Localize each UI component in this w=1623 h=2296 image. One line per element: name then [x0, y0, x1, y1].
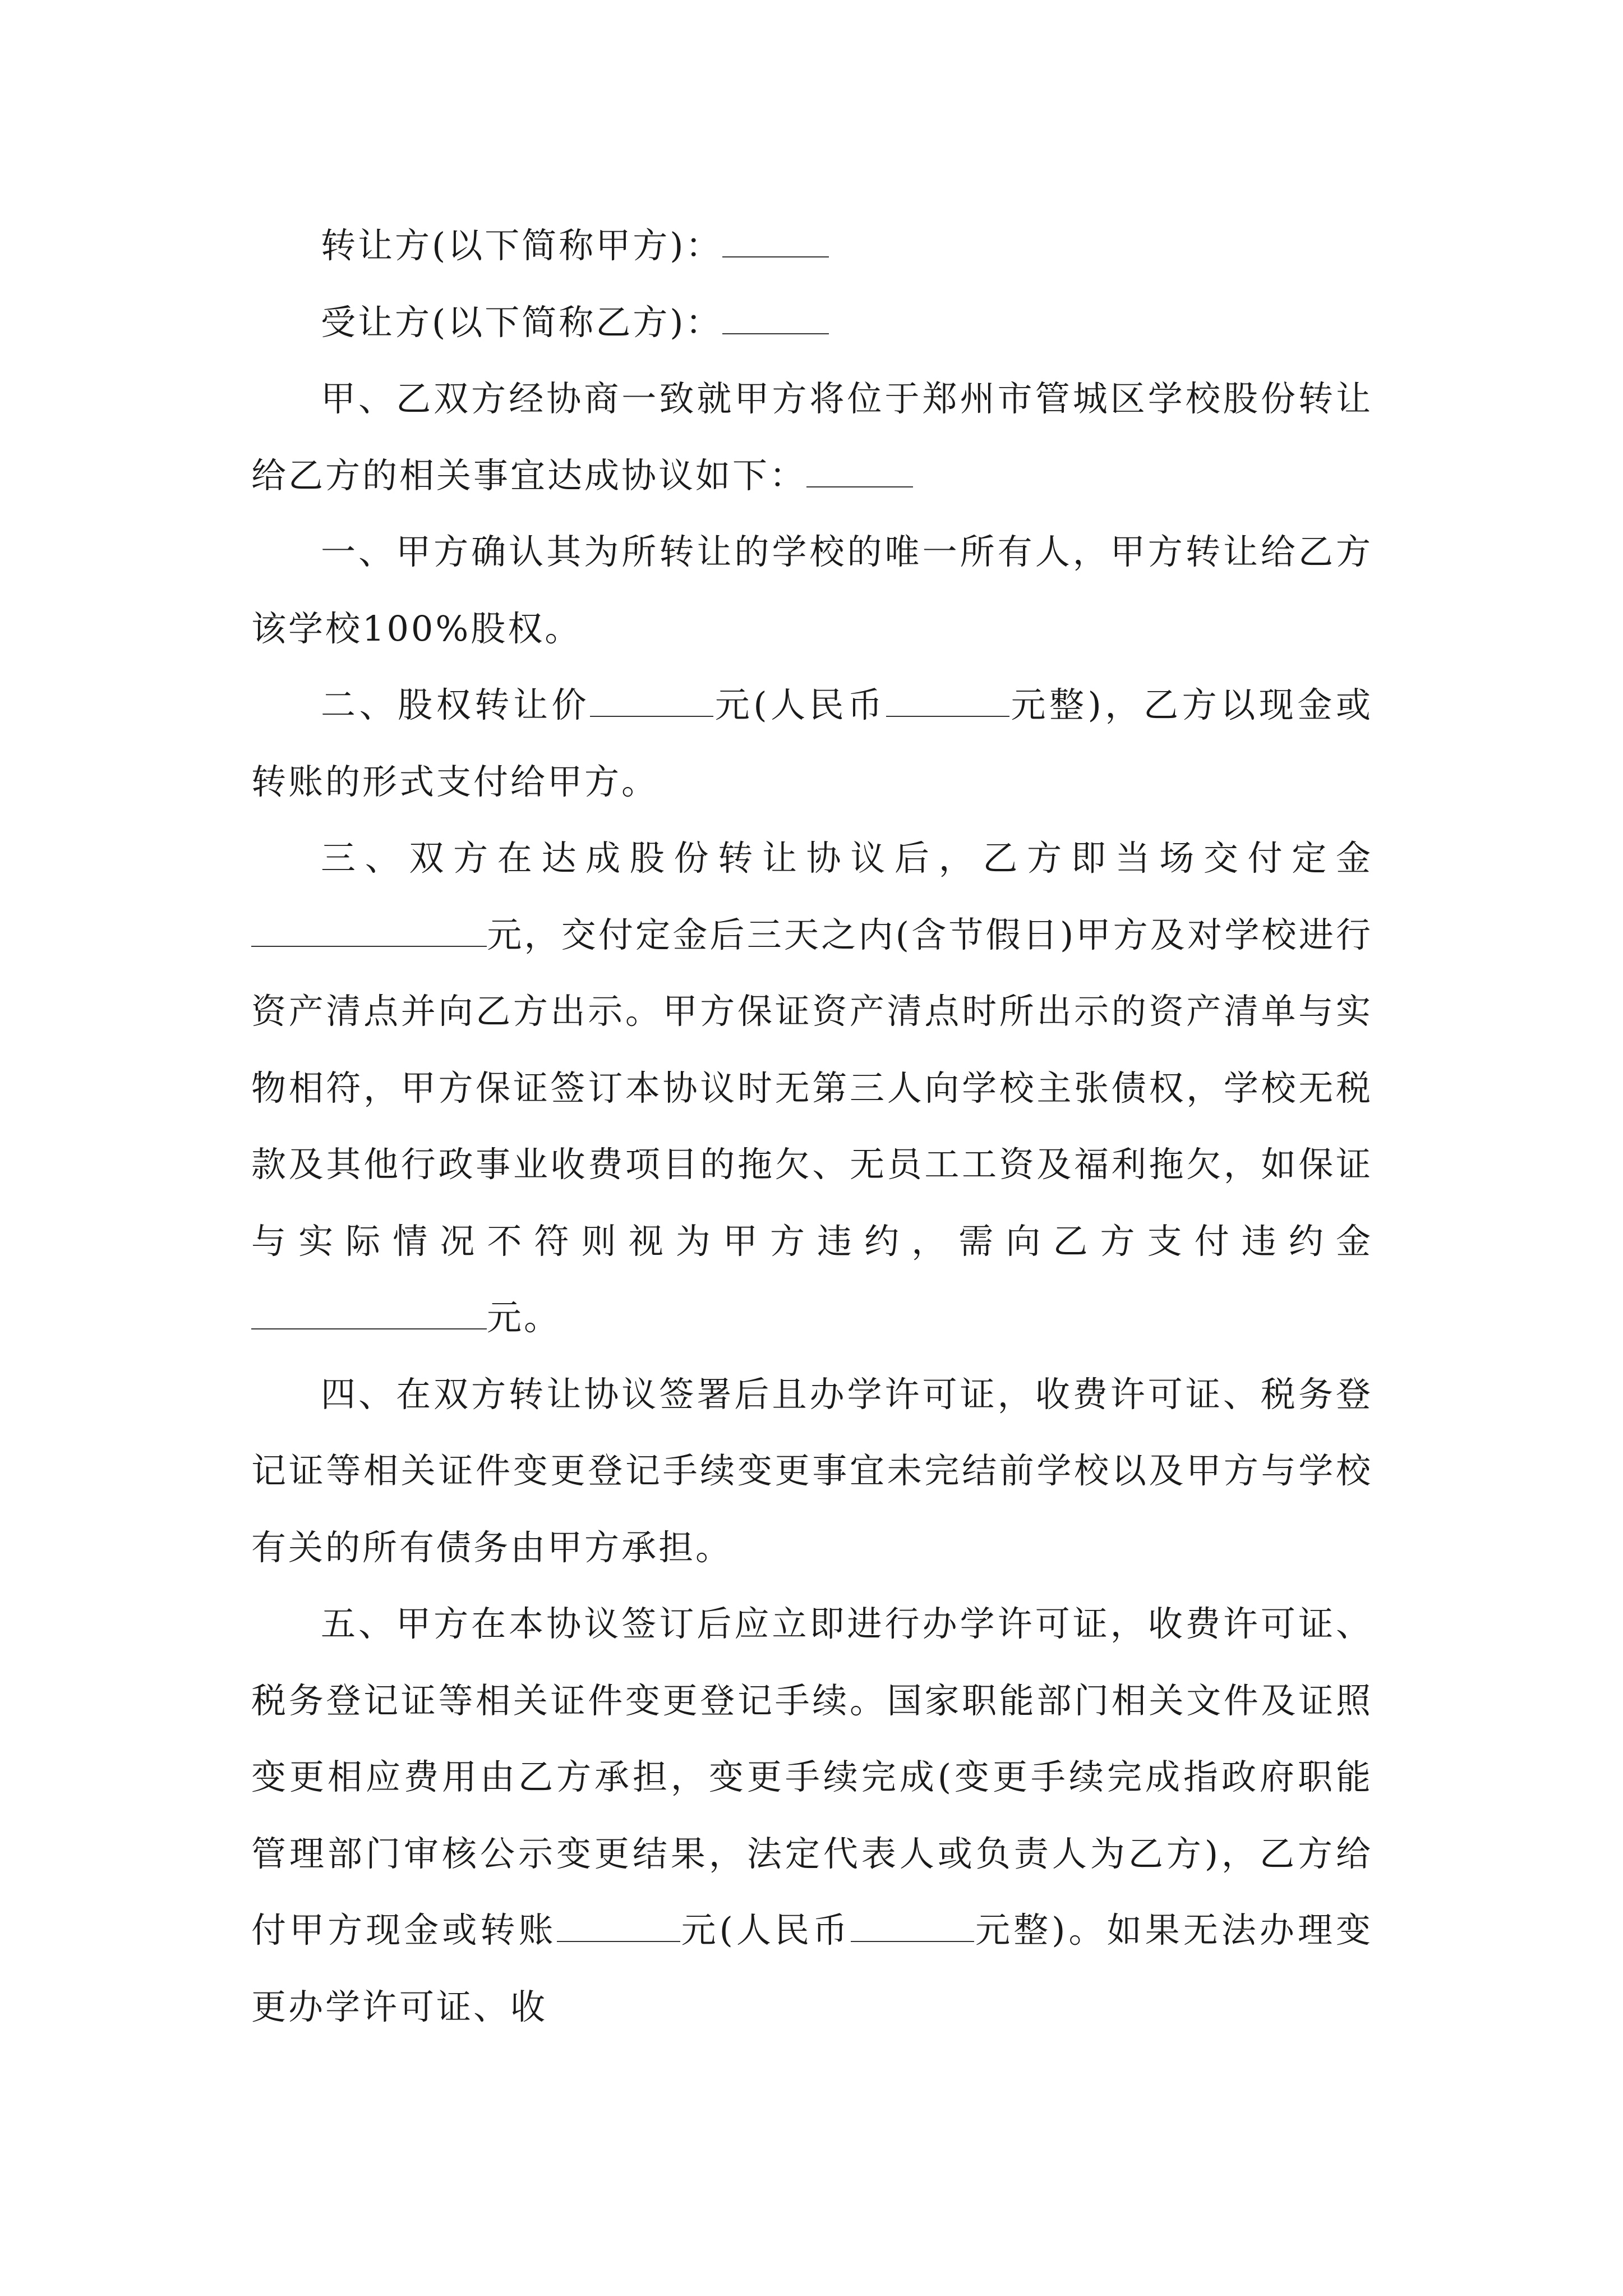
contract-body — [251, 208, 1373, 2045]
intro-blank — [806, 455, 913, 487]
price-blank — [590, 684, 713, 717]
clause-2 — [251, 667, 1373, 820]
clause-5 — [251, 1586, 1373, 2045]
transferee-label: 受让方(以下简称乙方)： — [321, 301, 723, 343]
clause-2-part-c: 元整)，乙方以现金或转账的形式支付给甲方。 — [251, 684, 1373, 802]
transferor-blank — [722, 225, 829, 257]
transferor-line — [251, 208, 1373, 284]
clause-1 — [251, 514, 1373, 667]
price-rmb-blank — [886, 684, 1009, 717]
clause-4 — [251, 1356, 1373, 1586]
intro-paragraph — [251, 361, 1373, 514]
clause-3 — [251, 820, 1373, 1356]
payment-blank — [557, 1910, 680, 1942]
transferee-blank — [722, 302, 829, 334]
penalty-blank — [251, 1297, 487, 1329]
deposit-blank — [251, 914, 487, 947]
clause-5-part-c: 元整)。如果无法办理变更办学许可证、收 — [251, 1910, 1373, 2027]
transferor-label: 转让方(以下简称甲方)： — [321, 225, 723, 266]
clause-2-part-a: 二、股权转让价 — [321, 684, 591, 725]
clause-3-part-c: 元。 — [487, 1297, 561, 1338]
clause-4-text: 四、在双方转让协议签署后且办学许可证，收费许可证、税务登记证等相关证件变更登记手续变更事宜未完结前学校以及甲方与学校有关的所有债务由甲方承担。 — [251, 1373, 1373, 1568]
transferee-line — [251, 284, 1373, 361]
clause-1-text: 一、甲方确认其为所转让的学校的唯一所有人，甲方转让给乙方该学校100%股权。 — [251, 531, 1373, 649]
payment-rmb-blank — [851, 1910, 974, 1942]
clause-5-part-b: 元(人民币 — [680, 1910, 851, 1950]
clause-5-part-a: 五、甲方在本协议签订后应立即进行办学许可证，收费许可证、税务登记证等相关证件变更登记手续。国家职能部门相关文件及证照变更相应费用由乙方承担，变更手续完成(变更手续完成指政府职能管理部门审核公示变更结果，法定代表人或负责人为乙方)，乙方给付甲方现金或转账 — [251, 1603, 1373, 1950]
clause-3-part-b: 元，交付定金后三天之内(含节假日)甲方及对学校进行资产清点并向乙方出示。甲方保证资产清点时所出示的资产清单与实物相符，甲方保证签订本协议时无第三人向学校主张债权，学校无税款及其他行政事业收费项目的拖欠、无员工工资及福利拖欠，如保证与实际情况不符则视为甲方违约，需向乙方支付违约金 — [251, 914, 1373, 1262]
intro-text: 甲、乙双方经协商一致就甲方将位于郑州市管城区学校股份转让给乙方的相关事宜达成协议如下： — [251, 378, 1373, 496]
clause-2-part-b: 元(人民币 — [713, 684, 886, 725]
clause-3-part-a: 三、双方在达成股份转让协议后，乙方即当场交付定金 — [321, 838, 1373, 878]
